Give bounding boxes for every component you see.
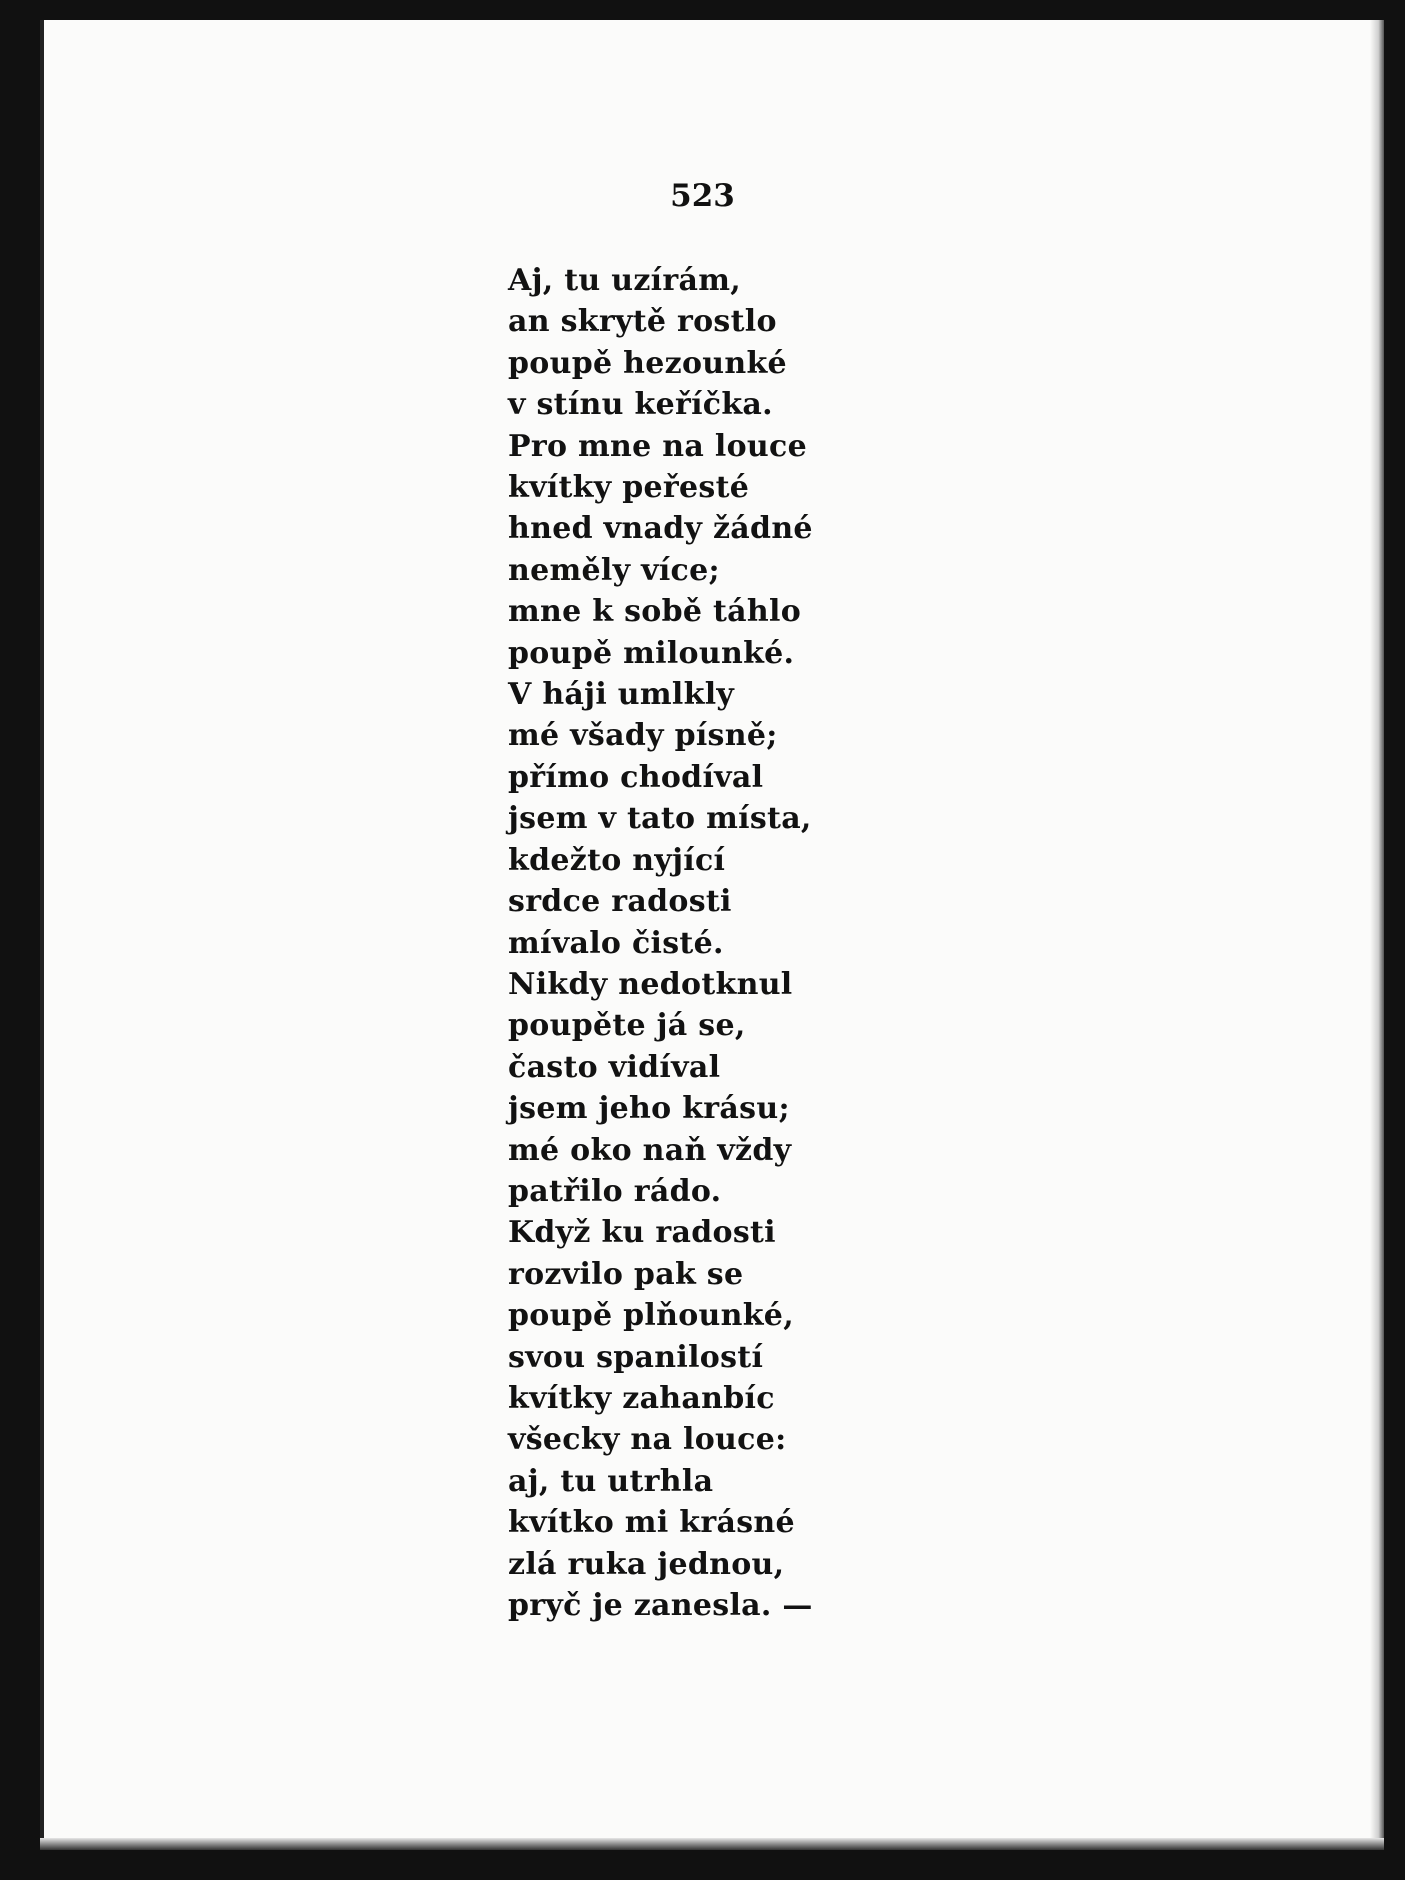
page-number: 523 [670, 178, 735, 214]
page-edge-bottom [40, 1838, 1384, 1850]
poem-line: poupě milounké. [508, 635, 795, 671]
poem-line: přímo chodíval [508, 759, 764, 795]
poem-line: jsem jeho krásu; [508, 1091, 790, 1127]
poem-line: V háji umlkly [508, 677, 735, 713]
poem-line: všecky na louce: [508, 1422, 787, 1458]
page-edge-left [40, 20, 44, 1850]
poem-line: v stínu keříčka. [508, 387, 773, 423]
poem-line: mé všady písně; [508, 718, 778, 754]
poem-line: kvítky zahanbíc [508, 1380, 775, 1416]
poem-line: kvítky peřesté [508, 470, 750, 506]
poem-line: srdce radosti [508, 884, 732, 920]
poem-line: an skrytě rostlo [508, 304, 777, 340]
poem-line: Pro mne na louce [508, 428, 807, 464]
poem-line: mívalo čisté. [508, 925, 724, 961]
poem-line: pryč je zanesla. — [508, 1588, 813, 1623]
poem-line: poupěte já se, [508, 1008, 746, 1044]
poem-line: svou spanilostí [508, 1339, 764, 1375]
poem-line: neměly více; [508, 552, 720, 588]
poem-line: Když ku radosti [508, 1215, 776, 1251]
poem-line: kdežto nyjící [508, 842, 726, 878]
poem-line: mé oko naň vždy [508, 1132, 792, 1168]
poem-line: často vidíval [508, 1049, 721, 1085]
page-number-container [0, 178, 1405, 214]
poem-line: zlá ruka jednou, [508, 1546, 785, 1582]
poem-line: Aj, tu uzírám, [508, 263, 742, 298]
poem-line: rozvilo pak se [508, 1256, 744, 1292]
poem-line: poupě plňounké, [508, 1298, 794, 1334]
poem-line: hned vnady žádné [508, 511, 813, 547]
poem-line: Nikdy nedotknul [508, 966, 793, 1002]
poem-line: kvítko mi krásné [508, 1505, 795, 1541]
poem-line: mne k sobě táhlo [508, 594, 802, 630]
poem-line: jsem v tato místa, [508, 801, 812, 837]
poem-line: patřilo rádo. [508, 1173, 722, 1209]
poem-line: poupě hezounké [508, 345, 787, 381]
poem-text [508, 260, 928, 1626]
page-edge-right [1370, 20, 1384, 1850]
poem-line: aj, tu utrhla [508, 1463, 714, 1499]
